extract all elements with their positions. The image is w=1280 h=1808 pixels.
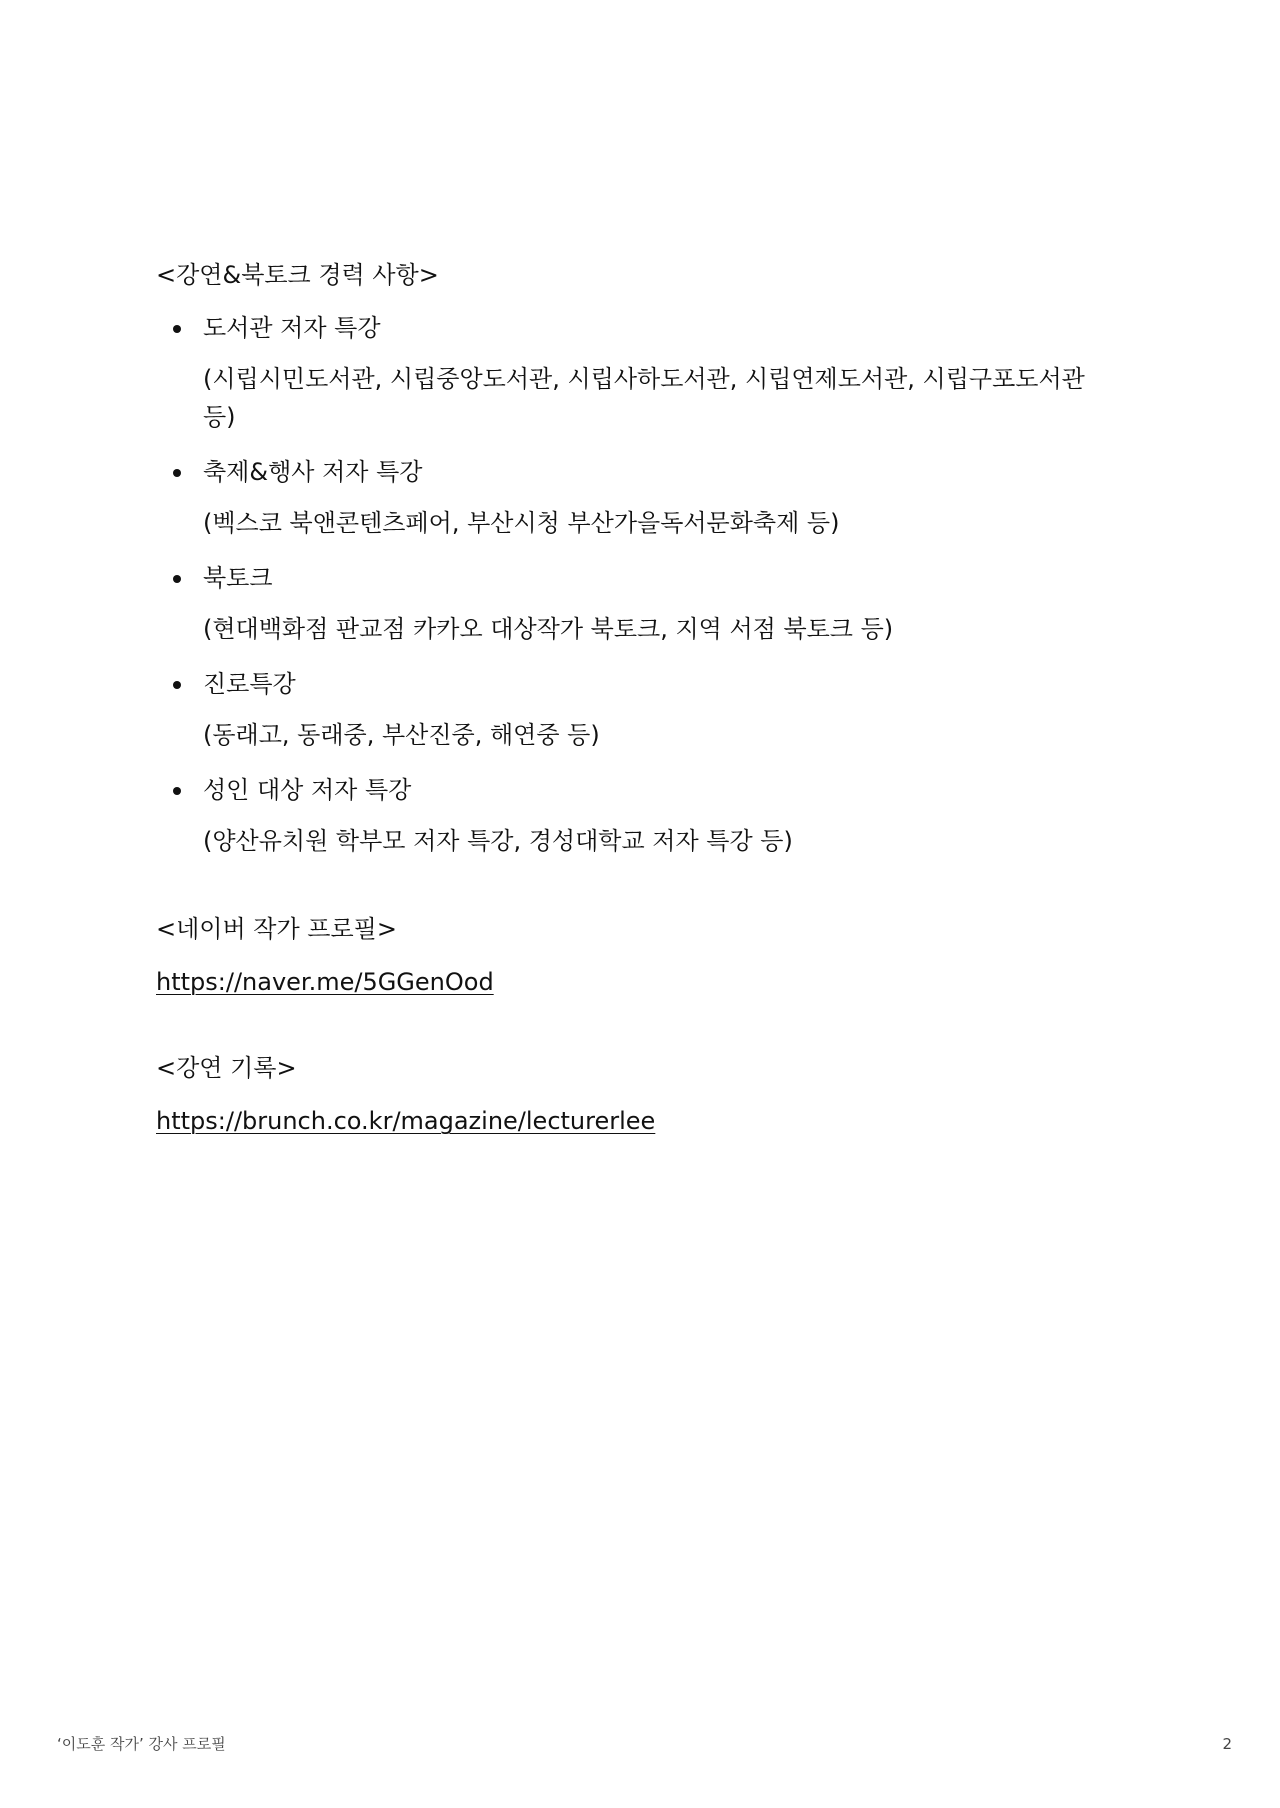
- career-item-title: 진로특강: [203, 670, 296, 698]
- career-item-detail: (시립시민도서관, 시립중앙도서관, 시립사하도서관, 시립연제도서관, 시립구포도서관 등): [203, 365, 1085, 431]
- career-item-detail: (동래고, 동래중, 부산진중, 해연중 등): [203, 721, 600, 749]
- career-item-title: 축제&행사 저자 특강: [203, 458, 423, 486]
- page-content: [156, 258, 1116, 1138]
- bullet-icon: [173, 681, 181, 689]
- list-item: [156, 311, 1116, 436]
- career-heading: <강연&북토크 경력 사항>: [156, 261, 439, 289]
- list-item: [156, 561, 1116, 648]
- career-item-title: 도서관 저자 특강: [203, 314, 381, 342]
- career-item-title: 성인 대상 저자 특강: [203, 776, 412, 804]
- career-item-title: 북토크: [203, 564, 273, 592]
- lecture-records-section: [156, 1051, 1116, 1138]
- page-number: 2: [1222, 1735, 1232, 1753]
- lecture-records-heading: <강연 기록>: [156, 1054, 297, 1082]
- bullet-icon: [173, 325, 181, 333]
- naver-profile-link[interactable]: https://naver.me/5GGenOod: [156, 968, 494, 996]
- career-item-detail: (양산유치원 학부모 저자 특강, 경성대학교 저자 특강 등): [203, 827, 793, 855]
- footer-title: ‘이도훈 작가’ 강사 프로필: [57, 1735, 226, 1753]
- naver-profile-section: [156, 912, 1116, 999]
- lecture-records-link[interactable]: https://brunch.co.kr/magazine/lecturerlee: [156, 1107, 656, 1135]
- career-list: [156, 311, 1116, 860]
- naver-profile-heading: <네이버 작가 프로필>: [156, 915, 397, 943]
- bullet-icon: [173, 787, 181, 795]
- list-item: [156, 667, 1116, 754]
- bullet-icon: [173, 575, 181, 583]
- list-item: [156, 773, 1116, 860]
- career-item-detail: (벡스코 북앤콘텐츠페어, 부산시청 부산가을독서문화축제 등): [203, 509, 840, 537]
- bullet-icon: [173, 469, 181, 477]
- list-item: [156, 455, 1116, 542]
- career-item-detail: (현대백화점 판교점 카카오 대상작가 북토크, 지역 서점 북토크 등): [203, 615, 894, 643]
